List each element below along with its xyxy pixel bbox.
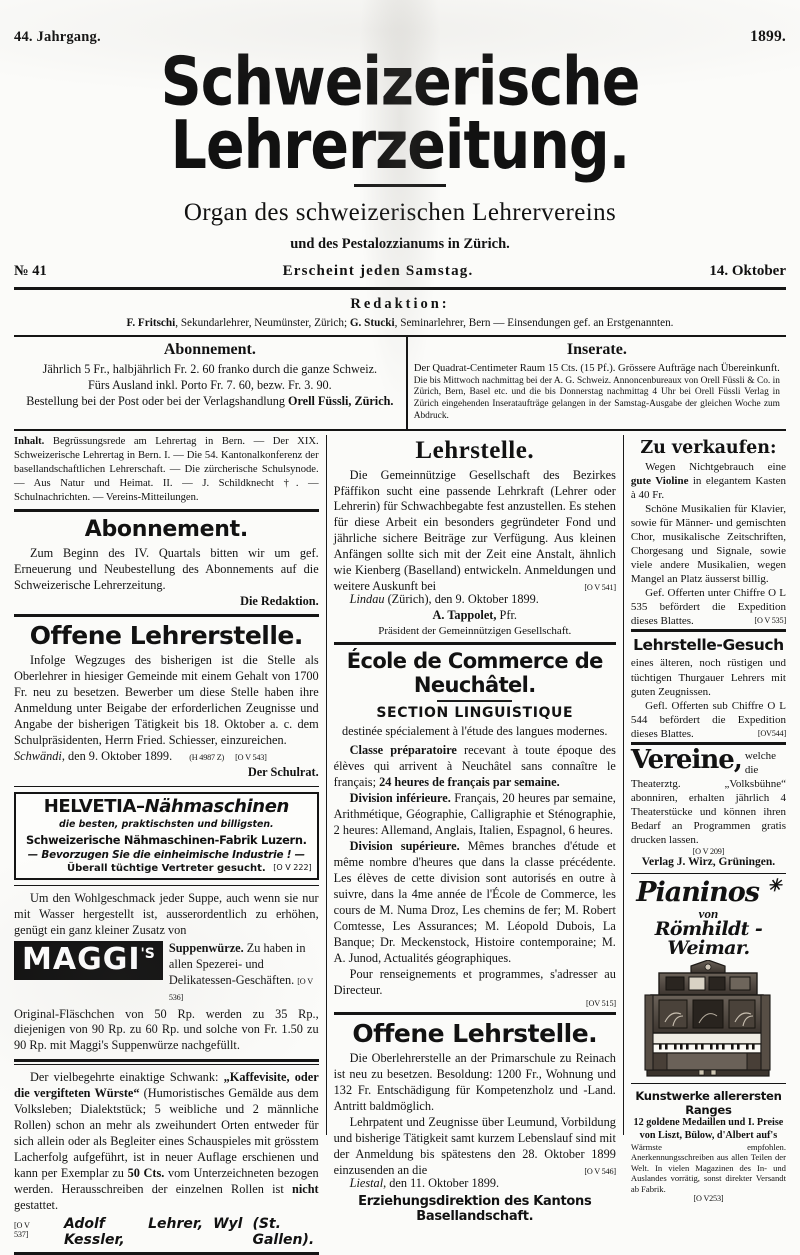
lehrstelle-gesuch-offers: Gefl. Offerten sub Chiffre O L 544 befördert die Expedition dieses Blattes.	[630, 699, 786, 740]
table-of-contents	[14, 435, 319, 505]
helvetia-product: Nähmaschinen	[144, 795, 289, 817]
pianinos-title-text: Pianinos	[636, 877, 759, 909]
offene-lehrerstelle-date: , den 9. Oktober 1899.	[61, 748, 173, 763]
schwank-signer-place: Wyl	[213, 1216, 243, 1233]
abonnement-order-line	[20, 394, 400, 410]
helvetia-tagline: die besten, praktischsten und billigsten.	[59, 818, 274, 830]
helvetia-agents-wanted	[21, 863, 312, 874]
abonnement-notice	[14, 517, 319, 610]
column-right	[624, 435, 786, 1204]
maggi-intro-text: Um den Wohlgeschmack jeder Suppe, auch wenn sie nur mit Wasser hergestellt ist, ausserordentlich zu erhöhen, genügt ein ganz kleiner Zusatz von	[14, 890, 319, 937]
zu-verkaufen-ad	[631, 438, 786, 626]
divider-rule	[631, 629, 786, 632]
lehrstelle-date: (Zürich), den 9. Oktober 1899.	[384, 592, 539, 607]
vereine-publisher: Verlag J. Wirz, Grüningen.	[641, 856, 776, 869]
maggi-product-info	[169, 941, 319, 1005]
schwank-book-ad	[14, 1070, 319, 1248]
abonnement-rate-line-2: Fürs Ausland inkl. Porto Fr. 7. 60, bezw. Fr. 3. 90.	[88, 378, 332, 393]
inserate-deadline-terms: Die bis Mittwoch nachmittag bei der A. G. Schweiz. Annoncenbureaux von Orell Füssli & Co. in Zürich, Bern, Basel etc. und die bis Donnerstag nachmittag 4 Uhr bei Orell Füssli Verlag in Zürich eingehenden Inserataufträge gelangen in der Samstag-Ausgabe der gleichen Woche zum Abdruck.	[413, 375, 780, 421]
offene-lehrstelle-heading: Offene Lehrstelle.	[352, 1019, 598, 1049]
abonnement-publisher: Orell Füssli, Zürich.	[288, 394, 394, 408]
content-columns	[14, 435, 786, 1249]
schwank-order-note: vom Unterzeichneten bezogen werden. Herausschreiben der einzelnen Rollen ist	[14, 1166, 319, 1197]
issue-line	[14, 263, 786, 280]
issue-date: 14. Oktober	[709, 263, 786, 280]
zu-verkaufen-violin	[631, 460, 786, 502]
maggi-availability: Zu haben in allen Spezerei- und Delikatessen-Geschäften.	[168, 940, 306, 987]
lehrstelle-gesuch-heading: Lehrstelle-Gesuch	[633, 636, 784, 655]
ecole-div-inf-body: Français, 20 heures par semaine, Arithmétique, Géographie, Calligraphie et Sténographie, 2 heures: Allemand, Anglais, Italien, Espagnol, 6 heures.	[333, 791, 616, 838]
zu-verkaufen-offers: Gef. Offerten unter Chiffre O L 535 befördert die Expedition dieses Blattes.	[630, 587, 786, 628]
lehrstelle-signer-title: Pfr.	[499, 608, 517, 623]
ecole-ornament-rule	[437, 700, 512, 702]
ecole-classe-prep-body: recevant à toute époque des élèves qui arrivent à Neuchâtel sans connaître le français;	[333, 743, 616, 790]
lehrstelle-body: Die Gemeinnützige Gesellschaft des Bezirkes Pfäffikon sucht eine passende Lehrkraft (Lehrer oder Lehrerin) für Schwachbegabte fest anzustellen. Es stehen für diese Arbeit ein besonders gegründeter Fond und jährliche sichere Beiträge zur Verfügung. Aus kleinen Anfängen sollte sich mit der Zeit eine Anstalt, ähnlich wie Kienberg (Baselland) entwickeln. Anmeldungen und weitere Auskunft bei	[333, 467, 616, 594]
pianinos-maker: Römhildt - Weimar.	[654, 918, 763, 960]
vereine-headword: Vereine,	[630, 744, 742, 775]
ecole-heading: École de Commerce de Neuchâtel.	[346, 649, 603, 698]
redaktion-editors	[14, 317, 786, 329]
masthead-subtitle-primary: Organ des schweizerischen Lehrervereins	[183, 199, 617, 227]
lehrstelle-heading: Lehrstelle.	[415, 436, 535, 464]
divider-rule	[334, 1012, 616, 1015]
abonnement-notice-heading: Abonnement.	[84, 516, 248, 542]
ecole-division-superieure	[334, 839, 616, 967]
schwank-ref: [O V 537]	[14, 1221, 30, 1240]
offene-lehrstelle-ad	[334, 1019, 616, 1224]
helvetia-brand: HELVETIA	[43, 795, 136, 817]
schwank-signer-name: Adolf Kessler,	[63, 1216, 125, 1249]
ecole-division-inferieure	[334, 791, 616, 839]
helvetia-ref: [O V 222]	[273, 862, 312, 872]
lehrstelle-ad	[334, 437, 616, 639]
ecole-classe-prep-label: Classe préparatoire	[349, 743, 457, 758]
pianinos-star-icon: ✳	[767, 876, 781, 897]
column-left	[14, 435, 327, 1249]
year-label: 1899.	[750, 28, 786, 45]
ecole-closing: Pour renseignements et programmes, s'adresser au Directeur.	[333, 967, 616, 998]
title-underline-rule	[354, 184, 446, 187]
abonnement-box-heading: Abonnement.	[163, 341, 256, 359]
zu-verkaufen-violin-pre: Wegen Nichtgebrauch eine	[645, 460, 786, 473]
vereine-ref: [O V 209]	[692, 847, 725, 857]
helvetia-dash: –	[136, 795, 145, 817]
editor-two-name: G. Stucki	[349, 317, 395, 330]
pianinos-title	[631, 876, 786, 909]
ecole-classe-prep-hours: 24 heures de français par semaine.	[379, 775, 560, 790]
abonnement-order-prefix: Bestellung bei der Post oder bei der Verlagshandlung	[26, 394, 289, 408]
zu-verkaufen-violin-item: gute Violine	[630, 474, 689, 487]
abonnement-rate-line-1: Jährlich 5 Fr., halbjährlich Fr. 2. 60 franko durch die ganze Schweiz.	[42, 362, 378, 377]
ecole-div-inf-label: Division inférieure.	[349, 791, 451, 806]
pianinos-von: von	[698, 906, 719, 922]
divider-rule	[14, 1059, 319, 1065]
offene-lehrstelle-place: Liestal	[349, 1176, 384, 1191]
offene-lehrstelle-signature: Erziehungsdirektion des Kantons Basellandschaft.	[358, 1194, 592, 1225]
volume-label: 44. Jahrgang.	[14, 29, 101, 45]
inhalt-text: Begrüssungsrede am Lehrertag in Bern. — Der XIX. Schweizerische Lehrertag in Bern. I. — Die 54. Kantonalkonferenz der basellandschaftlichen Lehrerschaft. — Die zürcherische Schulsynode. — Aus Natur und Heimat. II. — J. Schildknecht †. — Schulnachrichten. — Vereins-Mitteilungen.	[14, 435, 319, 503]
offene-lehrerstelle-ref-1: (H 4987 Z)	[189, 752, 225, 762]
offene-lehrerstelle-ref-2: [O V 543]	[235, 752, 267, 762]
ecole-section-heading: SECTION LINGUISTIQUE	[376, 705, 574, 722]
ecole-div-sup-body: Mêmes branches d'étude et même nombre d'heures que dans la classe précédente. Les élèves de cette division sont autorisés en outre à suivre, dans la 4me année de l'École de Commerce, les cours de M. Numa Droz, Les chemins de fer; M. Robert Comtesse, Les Assurances; M. Léopold Dubois, La Banque; Dr. Meckenstock, Histoire contemporaine; M. A. Junod, Actualités géographiques.	[333, 839, 616, 966]
subscription-advert-rates-block	[14, 335, 786, 430]
divider-rule	[14, 885, 319, 886]
maggi-logo-possessive: 'S	[140, 945, 155, 962]
inserate-box-heading: Inserate.	[566, 341, 627, 359]
editor-one-detail: , Sekundarlehrer, Neumünster, Zürich;	[175, 317, 350, 330]
schwank-restriction-tail: gestattet.	[14, 1198, 59, 1213]
offene-lehrerstelle-ad	[14, 621, 319, 781]
editor-two-detail: , Seminarlehrer, Bern — Einsendungen gef. an Erstgenannten.	[394, 317, 674, 330]
divider-rule	[334, 642, 616, 645]
schwank-title: „Kaffevisite, oder die vergifteten Würste“	[14, 1070, 319, 1101]
pianinos-medals-line: 12 goldene Medaillen und I. Preise	[633, 1117, 784, 1129]
schwank-body	[14, 1070, 319, 1214]
abonnement-box	[14, 337, 408, 428]
divider-rule	[631, 873, 786, 874]
offene-lehrstelle-body-2: Lehrpatent und Zeugnisse über Leumund, Vorbildung und bisherige Tätigkeit samt kurzem Lebenslauf sind mit der Anmeldung bis spätestens den 28. Oktober 1899 einzusenden an die	[333, 1115, 616, 1178]
column-middle	[327, 435, 624, 1225]
offene-lehrerstelle-body: Infolge Wegzuges des bisherigen ist die Stelle als Oberlehrer in hiesiger Gemeinde mit einem Gehalt von 1700 Fr. neu zu besetzen. Bewerber um diese Stelle haben ihre Anmeldung unter Beigabe der erforderlichen Zeugnisse und Angabe der bisherigen Tätigkeit bis 18. Oktober a. c. dem Schulpräsidenten, Herrn Fried. Schiesser, einzureichen.	[14, 652, 319, 747]
pianinos-distribution-note: Wärmste empfohlen. Anerkennungsschreiben aus allen Teilen der Welt. In vielen Magazinen des In- und Auslandes vorrätig, sonst direkter Versandt ab Fabrik.	[630, 1141, 786, 1194]
lehrstelle-gesuch-body: eines älteren, noch rüstigen und tüchtigen Thurgauer Lehrers mit guten Zeugnissen.	[630, 657, 786, 698]
offene-lehrerstelle-placeline	[14, 749, 319, 765]
pianinos-ref: [O V253]	[693, 1194, 724, 1204]
abonnement-notice-signature: Die Redaktion.	[240, 593, 319, 608]
editor-one-name: F. Fritschi	[126, 317, 176, 330]
maggi-ref: [O V 536]	[168, 976, 313, 1002]
ecole-section-note: destinée spécialement à l'étude des langues modernes.	[342, 724, 608, 739]
pianinos-awards-block	[631, 1089, 786, 1203]
abonnement-notice-body: Zum Beginn des IV. Quartals bitten wir um gef. Erneuerung und Neubestellung des Abonnements auf die Schweizerische Lehrerzeitung.	[14, 545, 319, 592]
zu-verkaufen-musikalien: Schöne Musikalien für Klavier, sowie für Männer- und gemischten Chor, musikalische Zeitschriften, Chorgesang und Signale, sowie viele andere Musikalien, wegen Mangel an Platz äusserst billig.	[630, 502, 786, 586]
vereine-body: welche die Theaterztg. „Volksbühne“ abonniren, erhalten jährlich 4 Theaterstücke und können ihren Bedarf an Programmen gratis drucken lassen.	[630, 749, 786, 847]
inserate-rate-lead: Der Quadrat-Centimeter Raum 15 Cts. (15 Pf.). Grössere Aufträge nach Übereinkunft.	[413, 363, 780, 375]
lehrstelle-gesuch-ref: [OV544]	[757, 728, 786, 738]
masthead-bottom-rule	[14, 287, 786, 290]
helvetia-sewing-machine-ad	[14, 792, 319, 880]
helvetia-manufacturer: Schweizerische Nähmaschinen-Fabrik Luzern.	[25, 832, 307, 847]
pianinos-ad	[631, 876, 786, 1078]
lehrstelle-gesuch-ad	[630, 636, 786, 740]
schwank-signer-role: Lehrer,	[148, 1216, 204, 1233]
schwank-signature-row	[14, 1216, 319, 1248]
maggi-ad	[14, 891, 319, 1055]
offene-lehrstelle-date: , den 11. Oktober 1899.	[383, 1176, 500, 1191]
helvetia-agents-text: Überall tüchtige Vertreter gesucht.	[66, 862, 266, 874]
lehrstelle-place: Lindau	[349, 592, 385, 607]
pianinos-endorsers-line: von Liszt, Bülow, d'Albert auf's	[639, 1129, 778, 1141]
schwank-signer-canton: (St. Gallen).	[252, 1216, 315, 1249]
masthead-topline	[14, 0, 786, 46]
ecole-ref: [OV 515]	[586, 999, 616, 1009]
page-title: Schweizerische Lehrerzeitung.	[160, 42, 640, 185]
helvetia-slogan: — Bevorzugen Sie die einheimische Industrie ! —	[27, 848, 305, 861]
publication-frequency: Erscheint jeden Samstag.	[282, 263, 474, 280]
divider-rule	[14, 614, 319, 617]
divider-rule	[14, 509, 319, 512]
upright-piano-illustration	[633, 960, 783, 1078]
offene-lehrerstelle-heading: Offene Lehrerstelle.	[29, 620, 303, 650]
helvetia-brand-line	[21, 795, 312, 817]
redaktion-heading: Redaktion:	[350, 296, 450, 313]
lehrstelle-signer: A. Tappolet,	[432, 608, 497, 623]
masthead-subtitle-secondary: und des Pestalozzianums in Zürich.	[290, 236, 510, 253]
lehrstelle-signer-line	[334, 608, 616, 624]
maggi-intro	[14, 891, 319, 939]
issue-number: № 41	[14, 263, 47, 280]
schwank-price: 50 Cts.	[127, 1166, 165, 1181]
schwank-restriction: nicht	[292, 1182, 319, 1197]
offene-lehrstelle-body-1: Die Oberlehrerstelle an der Primarschule zu Reinach ist neu zu besetzen. Besoldung: 1200 Fr., Wohnung und 132 Fr. Entschädigung für Kompetenzholz und -Land. Antritt baldmöglich.	[333, 1051, 616, 1114]
maggi-logo-text: MAGGI	[22, 941, 141, 977]
offene-lehrstelle-placeline	[334, 1176, 616, 1192]
maggi-logo	[14, 941, 163, 980]
inhalt-label: Inhalt.	[14, 435, 45, 447]
zu-verkaufen-ref: [O V 535]	[754, 616, 786, 626]
offene-lehrerstelle-signature: Der Schulrat.	[247, 764, 319, 779]
divider-rule	[14, 786, 319, 787]
maggi-logo-row	[14, 941, 319, 1005]
zu-verkaufen-violin-post: in elegantem Kasten à 40 Fr.	[630, 474, 786, 501]
schwank-lead: Der vielbegehrte einaktige Schwank:	[29, 1070, 224, 1085]
lehrstelle-signer-role: Präsident der Gemeinnützigen Gesellschaft.	[378, 625, 572, 638]
zu-verkaufen-heading: Zu verkaufen:	[640, 437, 777, 458]
divider-rule	[631, 1083, 786, 1084]
offene-lehrstelle-ref: [O V 546]	[584, 1167, 616, 1177]
ecole-commerce-ad	[334, 649, 616, 1008]
pianinos-awards-heading: Kunstwerke allerersten Ranges	[635, 1089, 782, 1118]
maggi-refill-note: Original-Fläschchen von 50 Rp. werden zu 35 Rp., diejenigen von 90 Rp. zu 60 Rp. und solche von Fr. 1.50 zu 90 Rp. mit Maggi's Suppenwürze nachgefüllt.	[14, 1006, 319, 1053]
inserate-box	[408, 337, 786, 428]
schwank-description: (Humoristisches Gemälde aus dem Volksleben; Dialektstück; 5 weibliche und 2 männliche Rollen) schon an mehr als zweihundert Orten entweder für sich allein oder als Begleiter eines Schauspieles mit grösstem Lacherfolg aufgeführt, ist in neuer Auflage erschienen und kann per Exemplar zu	[14, 1086, 319, 1181]
lehrstelle-ref: [O V 541]	[584, 583, 616, 593]
offene-lehrerstelle-place: Schwändi	[14, 748, 62, 763]
vereine-ad	[630, 744, 786, 869]
ecole-classe-preparatoire	[334, 743, 616, 791]
lehrstelle-placeline	[334, 592, 616, 608]
ecole-div-sup-label: Division supérieure.	[349, 839, 460, 854]
maggi-product-name: Suppenwürze.	[168, 940, 244, 955]
